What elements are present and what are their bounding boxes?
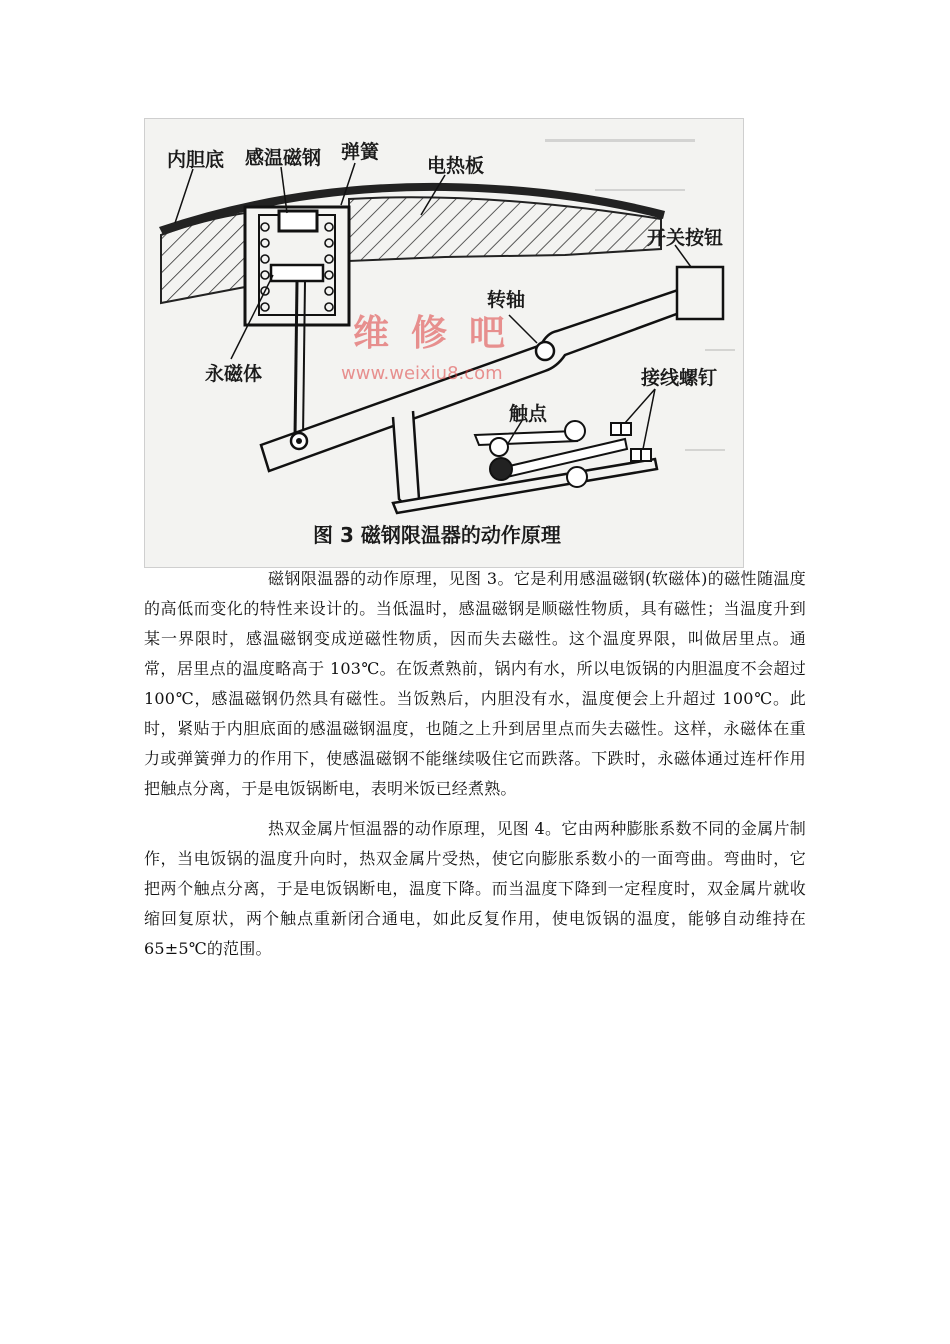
contact-point-upper	[490, 438, 508, 456]
watermark-text: 维修吧	[353, 313, 528, 354]
label-thermo-magnet: 感温磁钢	[245, 147, 322, 169]
switch-button-shape	[677, 267, 723, 319]
pivot-shape	[536, 342, 554, 360]
label-terminal-screws: 接线螺钉	[641, 367, 718, 389]
connecting-rod	[295, 281, 297, 437]
support-post	[393, 411, 419, 505]
label-switch-button: 开关按钮	[647, 227, 724, 249]
watermark-url: www.weixiu8.com	[341, 363, 503, 384]
label-contact: 触点	[509, 403, 548, 425]
permanent-magnet-shape	[271, 265, 323, 281]
paragraph-magnetic-limiter: 磁钢限温器的动作原理，见图 3。它是利用感温磁钢(软磁体)的磁性随温度的高低而变化的特性来设计的。当低温时，感温磁钢是顺磁性物质，具有磁性；当温度升到某一界限时，感温磁钢变成逆磁性物质，因而失去磁性。这个温度界限，叫做居里点。通常，居里点的温度略高于 103℃。在饭煮熟前，锅内有水，所以电饭锅的内胆温度不会超过 100℃，感温磁钢仍然具有磁性。当饭熟后，内胆没有水，温度便会上升超过 100℃。此时，紧贴于内胆底面的感温磁钢温度，也随之上升到居里点而失去磁性。这样，永磁体在重力或弹簧弹力的作用下，使感温磁钢不能继续吸住它而跌落。下跌时，永磁体通过连杆作用把触点分离，于是电饭锅断电，表明米饭已经煮熟。	[144, 569, 806, 798]
label-spring: 弹簧	[341, 141, 380, 163]
label-permanent-magnet: 永磁体	[205, 363, 263, 385]
label-heating-plate: 电热板	[427, 155, 485, 177]
figure-3	[144, 118, 744, 568]
thermo-magnet-shape	[279, 211, 317, 231]
paragraph-bimetal-thermostat: 热双金属片恒温器的动作原理，见图 4。它由两种膨胀系数不同的金属片制作，当电饭锅的温度升向时，热双金属片受热，使它向膨胀系数小的一面弯曲。弯曲时，它把两个触点分离，于是电饭锅断电，温度下降。而当温度下降到一定程度时，双金属片就收缩回复原状，两个触点重新闭合通电，如此反复作用，使电饭锅的温度，能够自动维持在 65±5℃的范围。	[144, 819, 806, 958]
label-pivot: 转轴	[487, 289, 526, 311]
label-inner-pot-bottom: 内胆底	[167, 149, 225, 171]
figure-caption: 图 3 磁钢限温器的动作原理	[313, 523, 561, 547]
contact-point-lower	[490, 458, 512, 480]
